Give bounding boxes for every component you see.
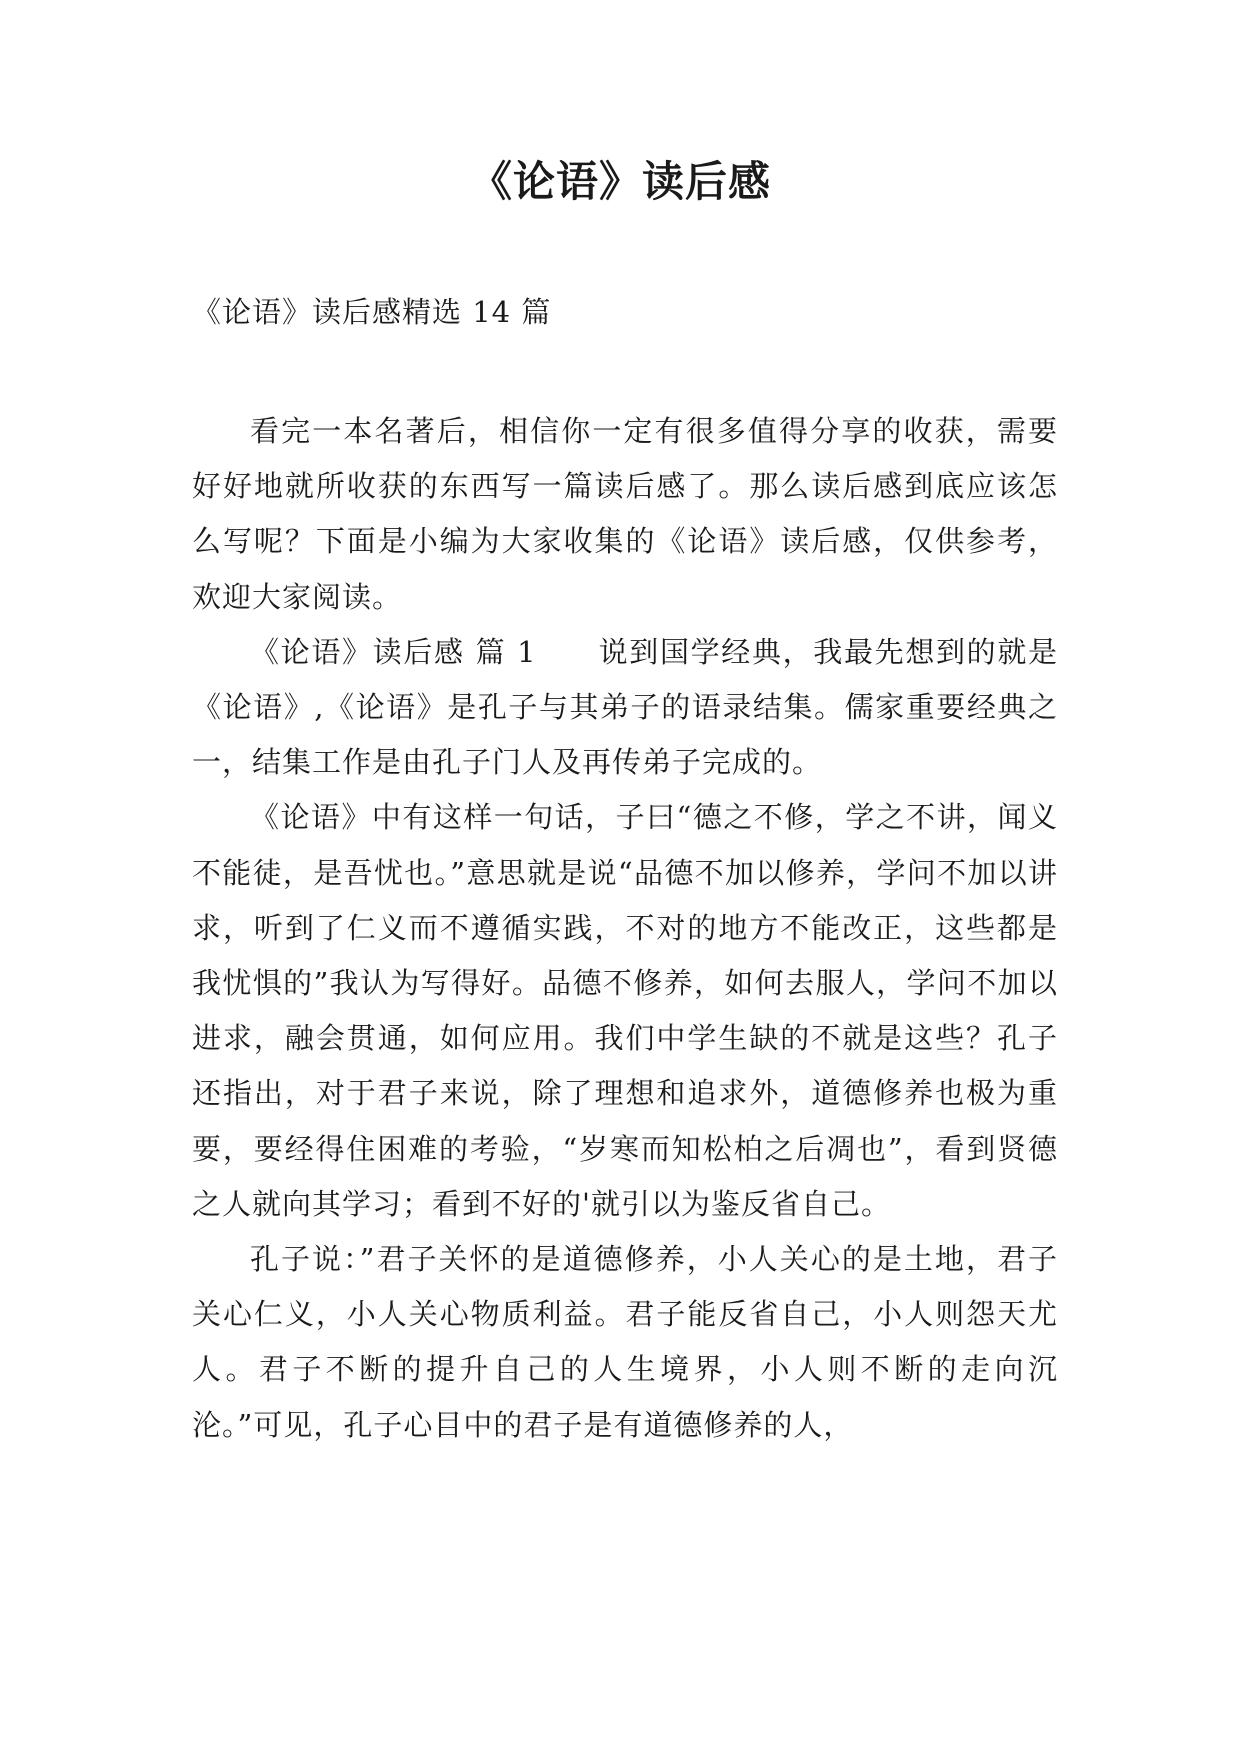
paragraph-intro: 看完一本名著后，相信你一定有很多值得分享的收获，需要好好地就所收获的东西写一篇读后感了。那么读后感到底应该怎么写呢？下面是小编为大家收集的《论语》读后感，仅供参考，欢迎大家阅读。 [192, 414, 1058, 614]
paragraph-quote-discussion: 《论语》中有这样一句话，子曰“德之不修，学之不讲，闻义不能徒，是吾忧也。”意思就是说“品德不加以修养，学问不加以讲求，听到了仁义而不遵循实践，不对的地方不能改正，这些都是我忧惧的”我认为写得好。品德不修养，如何去服人，学问不加以进求，融会贯通，如何应用。我们中学生缺的不就是这些？孔子还指出，对于君子来说，除了理想和追求外，道德修养也极为重要，要经得住困难的考验，“岁寒而知松柏之后凋也”，看到贤德之人就向其学习；看到不好的'就引以为鉴反省自己。 [192, 800, 1058, 1221]
document-body [192, 404, 1058, 1453]
document-title: 《论语》读后感 [469, 157, 771, 206]
paragraph-junzi: 孔子说：”君子关怀的是道德修养，小人关心的是土地，君子关心仁义，小人关心物质利益。君子能反省自己，小人则怨天尤人。君子不断的提升自己的人生境界，小人则不断的走向沉沦。”可见，孔子心目中的君子是有道德修养的人， [192, 1242, 1058, 1442]
paragraph-essay-1-opening: 《论语》读后感 篇 1 说到国学经典，我最先想到的就是《论语》,《论语》是孔子与其弟子的语录结集。儒家重要经典之一，结集工作是由孔子门人及再传弟子完成的。 [192, 634, 1058, 780]
document-subtitle: 《论语》读后感精选 14 篇 [192, 295, 552, 329]
